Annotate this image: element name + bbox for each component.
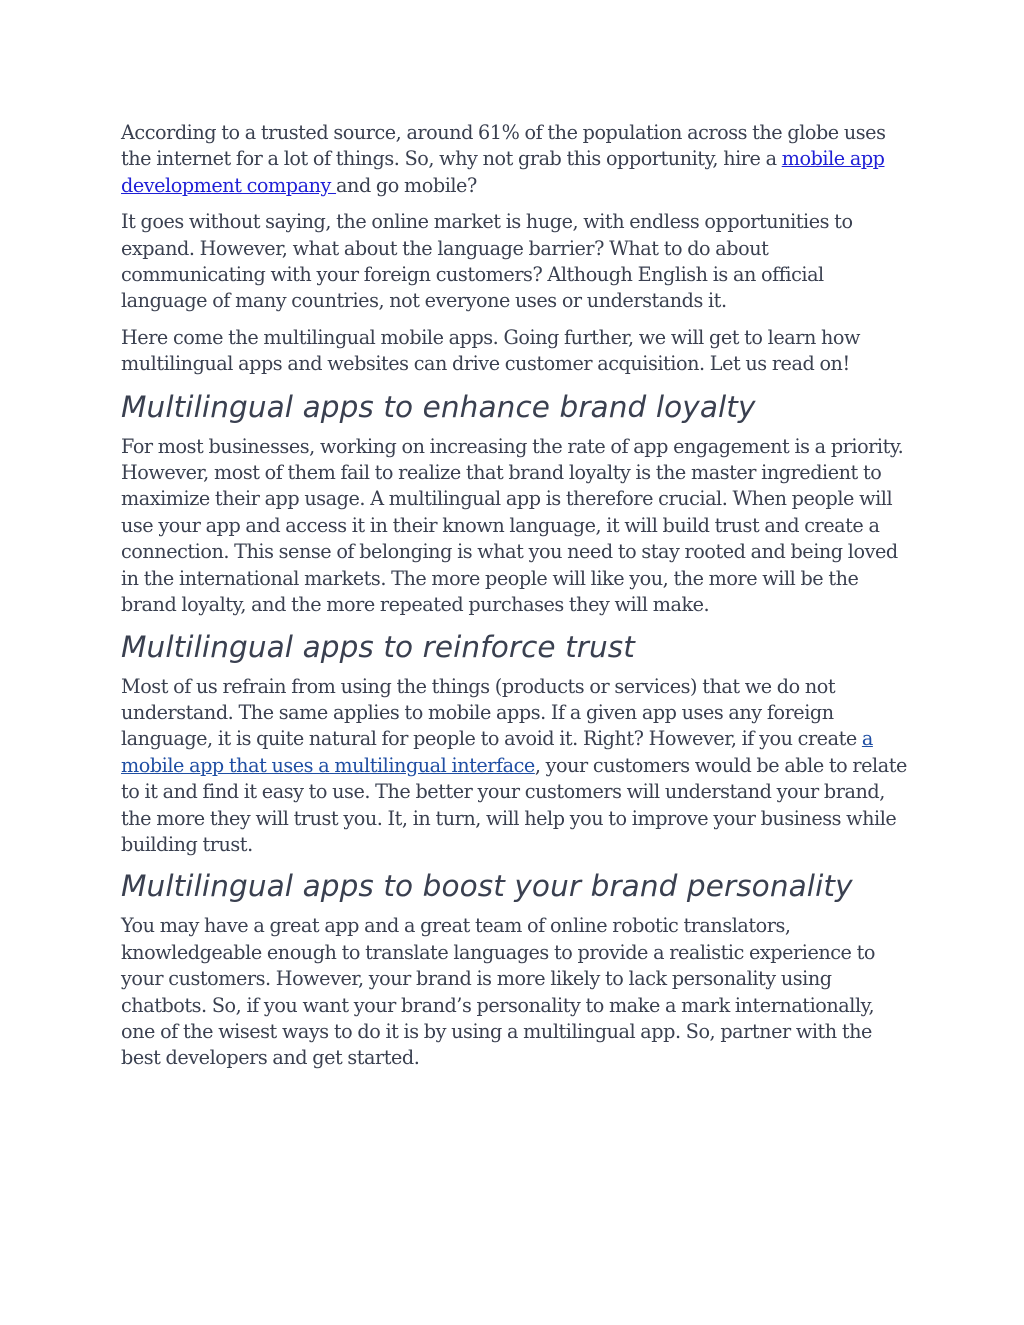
multilingual-interface-link[interactable]: a mobile app that uses a multilingual interface [121,727,873,777]
section-heading-brand-loyalty: Multilingual apps to enhance brand loyalty [121,389,756,424]
intro-paragraph-1-text: According to a trusted source, around 61% of the population across the globe uses the internet for a lot of things. So, why not grab this opportunity, hire a [121,121,886,171]
section-body-brand-loyalty: For most businesses, working on increasing the rate of app engagement is a priority. However, most of them fail to realize that brand loyalty is the master ingredient to maximize their app usage. A multilingual app is therefore crucial. When people will use your app and access it in their known language, it will build trust and create a connection. This sense of belonging is what you need to stay rooted and being loved in the international markets. The more people will like you, the more will be the brand loyalty, and the more repeated purchases they will make. [121,434,904,617]
intro-paragraph-1 [121,120,907,199]
mobile-app-development-company-link[interactable]: mobile app development company [121,147,885,197]
section-body-reinforce-trust [121,674,907,859]
intro-paragraph-1-tail: and go mobile? [336,173,477,197]
section-heading-reinforce-trust: Multilingual apps to reinforce trust [121,629,635,664]
section-body-brand-personality: You may have a great app and a great team of online robotic translators, knowledgeable enough to translate languages to provide a realistic experience to your customers. However, your brand is more likely to lack personality using chatbots. So, if you want your brand’s personality to make a mark internationally, one of the wisest ways to do it is by using a multilingual app. So, partner with the best developers and get started. [121,914,875,1070]
intro-paragraph-2: It goes without saying, the online market is huge, with endless opportunities to expand. However, what about the language barrier? What to do about communicating with your foreign customers? Although English is an official language of many countries, not everyone uses or understands it. [121,210,853,313]
intro-paragraph-3: Here come the multilingual mobile apps. Going further, we will get to learn how multilingual apps and websites can drive customer acquisition. Let us read on! [121,325,861,376]
section-body-reinforce-trust-tail: , your customers would be able to relate to it and find it easy to use. The better your customers will understand your brand, the more they will trust you. It, in turn, will help you to improve your business while building trust. [121,753,907,856]
section-body-reinforce-trust-text: Most of us refrain from using the things (products or services) that we do not understand. The same applies to mobile apps. If a given app uses any foreign language, it is quite natural for people to avoid it. Right? However, if you create [121,674,862,751]
document-page [121,120,907,1082]
section-heading-brand-personality: Multilingual apps to boost your brand personality [121,869,853,904]
